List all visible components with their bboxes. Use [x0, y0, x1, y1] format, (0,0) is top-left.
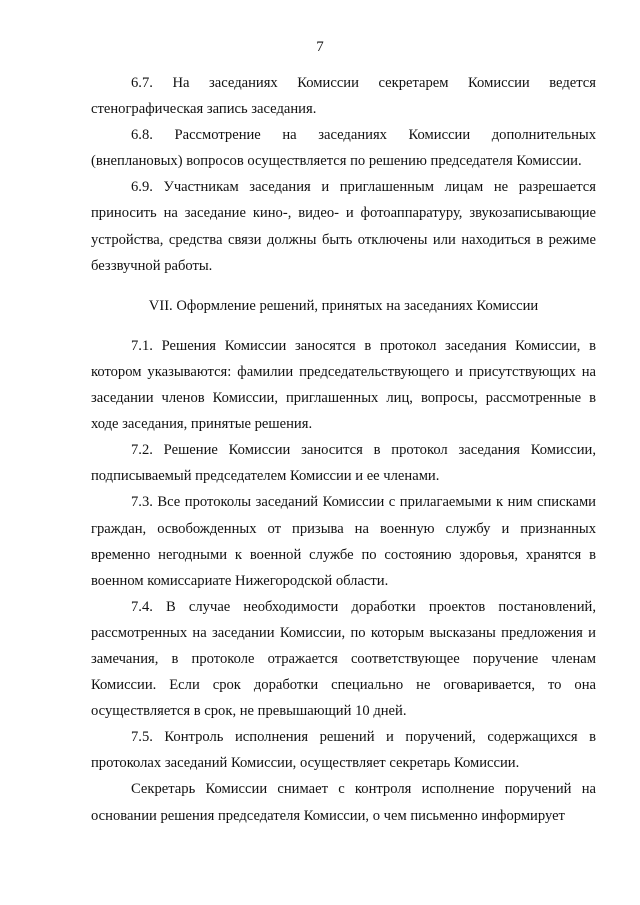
- paragraph-7-4: 7.4. В случае необходимости доработки проектов постановлений, рассмотренных на заседании Комиссии, по которым высказаны предложения и замечания, в протоколе отражается соответствующее поручение членам Комиссии. Если срок доработки специально не оговаривается, то она осуществляется в срок, не превышающий 10 дней.: [91, 598, 596, 720]
- document-body: [91, 70, 596, 829]
- paragraph-7-3: 7.3. Все протоколы заседаний Комиссии с прилагаемыми к ним списками граждан, освобожденных от призыва на военную службу и признанных временно негодными к военной службе по состоянию здоровья, хранятся в военном комиссариате Нижегородской области.: [91, 494, 596, 589]
- paragraph-6-7: 6.7. На заседаниях Комиссии секретарем Комиссии ведется стенографическая запись заседания.: [91, 75, 596, 118]
- paragraph-6-8: 6.8. Рассмотрение на заседаниях Комиссии дополнительных (внеплановых) вопросов осуществляется по решению председателя Комиссии.: [91, 127, 596, 170]
- paragraph-7-5: 7.5. Контроль исполнения решений и поручений, содержащихся в протоколах заседаний Комиссии, осуществляет секретарь Комиссии.: [91, 729, 596, 772]
- paragraph-7-1: 7.1. Решения Комиссии заносятся в протокол заседания Комиссии, в котором указываются: фамилии председательствующего и присутствующих на заседании членов Комиссии, приглашенных лиц, вопросы, рассмотренные в ходе заседания, принятые решения.: [91, 337, 596, 433]
- section-heading: VII. Оформление решений, принятых на заседаниях Комиссии: [148, 297, 539, 314]
- paragraph-secretary: Секретарь Комиссии снимает с контроля исполнение поручений на основании решения председателя Комиссии, о чем письменно информирует: [91, 781, 596, 824]
- page-number: 7: [316, 39, 324, 55]
- paragraph-7-2: 7.2. Решение Комиссии заносится в протокол заседания Комиссии, подписываемый председателем Комиссии и ее членами.: [91, 442, 596, 485]
- paragraph-6-9: 6.9. Участникам заседания и приглашенным лицам не разрешается приносить на заседание кино-, видео- и фотоаппаратуру, звукозаписывающие устройства, средства связи должны быть отключены или находиться в режиме беззвучной работы.: [91, 179, 596, 274]
